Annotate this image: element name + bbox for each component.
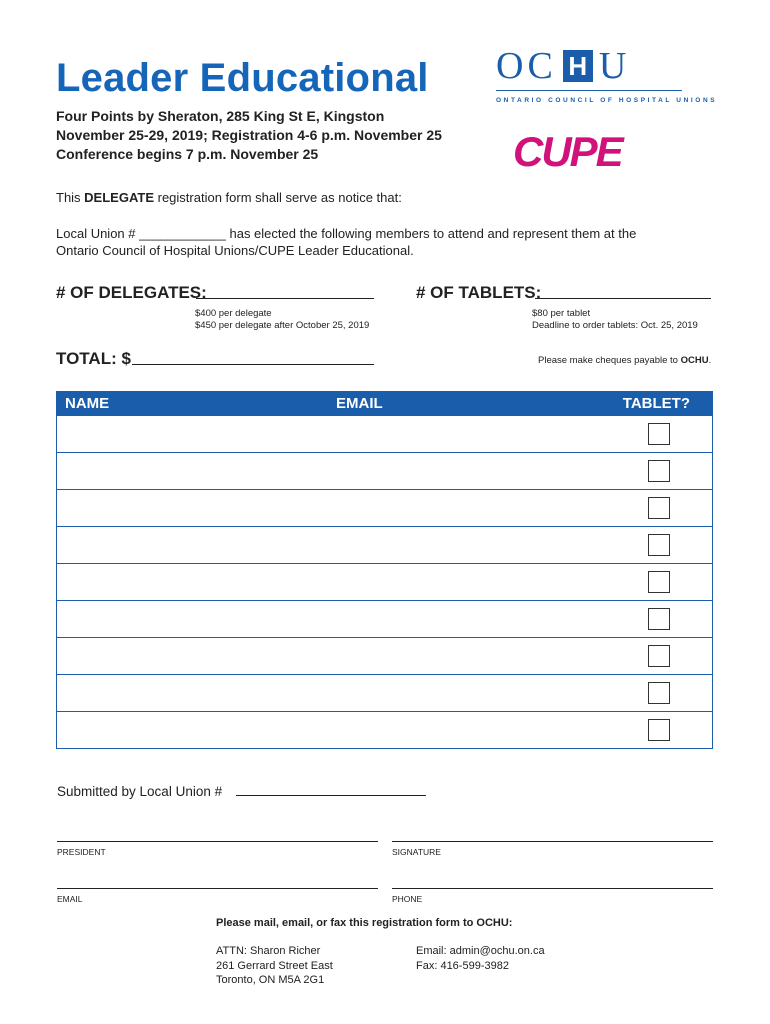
ochu-logo-rule [496,90,682,91]
total-field[interactable] [132,348,374,365]
tablet-checkbox[interactable] [648,534,670,556]
tablet-checkbox[interactable] [648,645,670,667]
table-row[interactable] [57,600,712,637]
conference-start: Conference begins 7 p.m. November 25 [56,146,319,162]
form-title: Leader Educational [56,56,429,100]
ochu-logo [496,44,718,104]
delegate-notice [56,190,402,205]
ochu-logo-subtitle: ONTARIO COUNCIL OF HOSPITAL UNIONS [496,97,718,104]
table-row[interactable] [57,489,712,526]
contact-fax: Fax: 416-599-3982 [416,959,509,972]
ochu-letter-h: H [563,50,593,82]
president-label: PRESIDENT [57,847,106,857]
tablets-label: # OF TABLETS: [416,283,542,302]
table-row[interactable] [57,452,712,489]
table-row[interactable] [57,674,712,711]
address-city: Toronto, ON M5A 2G1 [216,974,325,986]
contact-info [416,944,545,973]
cheque-note-suffix: . [708,355,712,366]
notice-emphasis: DELEGATE [84,190,154,205]
table-row[interactable] [57,563,712,600]
tablet-checkbox[interactable] [648,497,670,519]
table-row[interactable] [57,637,712,674]
cheque-note [538,355,711,366]
local-union-line-2: Ontario Council of Hospital Unions/CUPE Leader Educational. [56,243,414,258]
phone-label: PHONE [392,894,423,904]
local-union-statement [56,225,676,259]
tablets-count-field[interactable] [535,282,711,299]
delegate-table [56,391,713,749]
total-label: TOTAL: $ [56,349,131,368]
president-field[interactable] [57,826,378,842]
submitted-local-field[interactable] [236,779,426,796]
name-column-header: NAME [65,395,110,412]
delegate-table-body [57,416,712,748]
ochu-letter-u: U [598,45,631,87]
email-column-header: EMAIL [336,395,383,412]
ochu-letter-o: O [496,45,528,87]
table-row[interactable] [57,711,712,748]
table-row[interactable] [57,416,712,452]
ochu-logo-letters [496,44,684,88]
delegate-late-price: $450 per delegate after October 25, 2019 [195,320,370,331]
mailing-address [216,944,333,988]
notice-suffix: registration form shall serve as notice that: [154,190,402,205]
delegates-label: # OF DELEGATES: [56,283,207,302]
contact-email-label: EMAIL [57,894,83,904]
contact-email[interactable]: Email: admin@ochu.on.ca [416,945,545,957]
table-row[interactable] [57,526,712,563]
tablet-price: $80 per tablet [532,308,591,319]
cheque-payee: OCHU [680,355,709,366]
contact-email-field[interactable] [57,873,378,889]
event-venue: Four Points by Sheraton, 285 King St E, Kingston [56,108,385,124]
delegate-price: $400 per delegate [195,308,272,319]
mail-instruction: Please mail, email, or fax this registration form to OCHU: [216,917,513,929]
tablet-checkbox[interactable] [648,571,670,593]
notice-prefix: This [56,190,85,205]
ochu-letter-c: C [527,45,557,87]
address-street: 261 Gerrard Street East [216,959,333,972]
tablet-checkbox[interactable] [648,682,670,704]
signature-label: SIGNATURE [392,847,441,857]
tablet-checkbox[interactable] [648,423,670,445]
cupe-logo: CUPE [513,128,622,175]
delegate-table-header [57,392,712,416]
submitted-label: Submitted by Local Union # [57,784,223,799]
signature-field[interactable] [392,826,713,842]
delegates-count-field[interactable] [196,282,374,299]
phone-field[interactable] [392,873,713,889]
tablet-deadline: Deadline to order tablets: Oct. 25, 2019 [532,320,698,331]
tablet-column-header: TABLET? [622,395,690,412]
local-union-line-1: Local Union # ____________ has elected the following members to attend and represent them at the [56,226,637,241]
address-attn: ATTN: Sharon Richer [216,945,321,957]
cheque-note-prefix: Please make cheques payable to [538,355,681,366]
tablet-checkbox[interactable] [648,608,670,630]
tablet-checkbox[interactable] [648,460,670,482]
tablet-checkbox[interactable] [648,719,670,741]
event-dates: November 25-29, 2019; Registration 4-6 p.m. November 25 [56,127,442,143]
